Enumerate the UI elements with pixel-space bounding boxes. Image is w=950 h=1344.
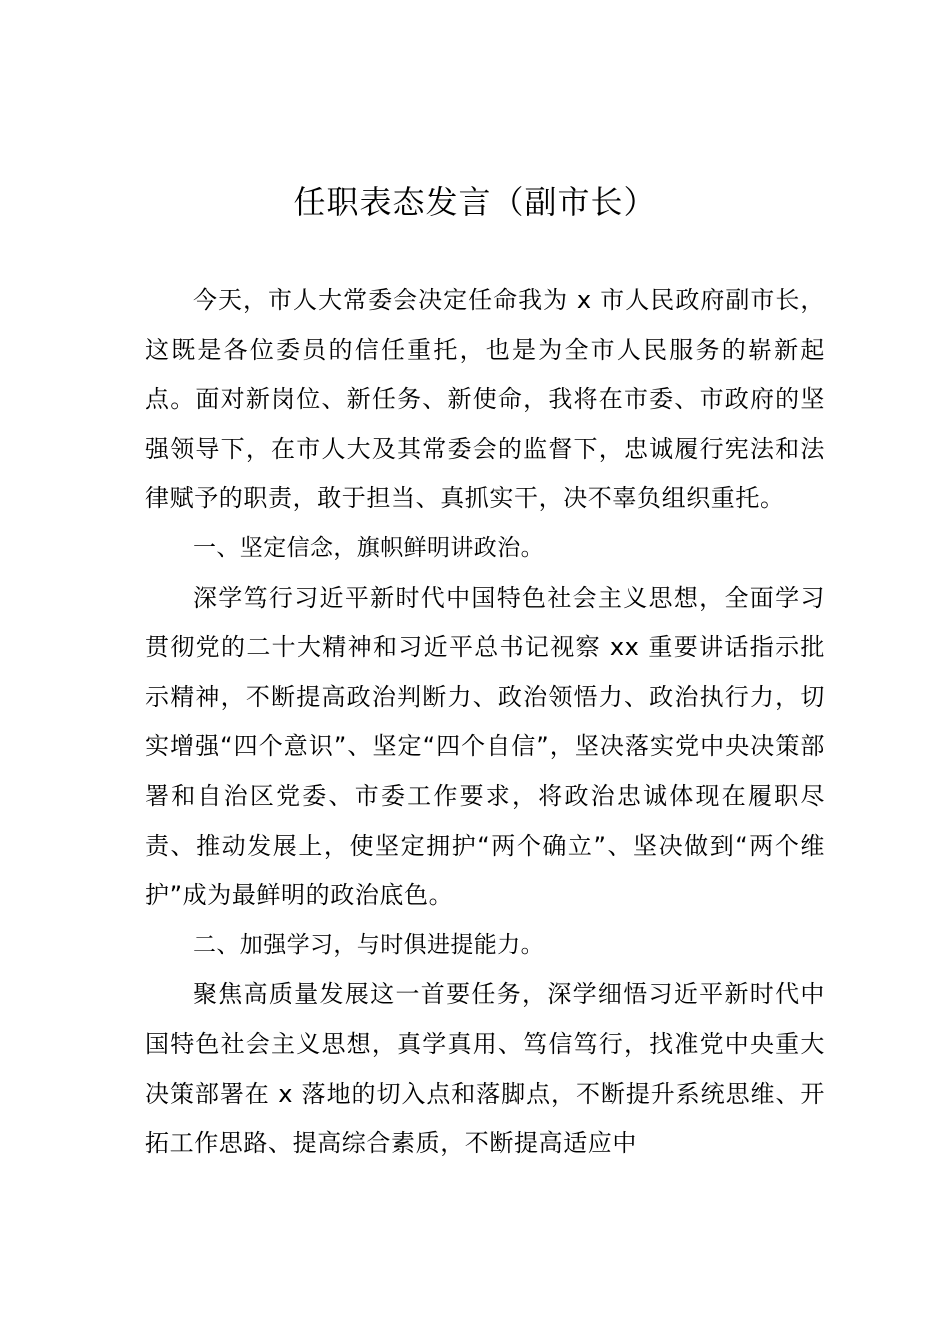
paragraph-section-2: 聚焦高质量发展这一首要任务，深学细悟习近平新时代中国特色社会主义思想，真学真用、笃信笃行，找准党中央重大决策部署在 x 落地的切入点和落脚点，不断提升系统思维、开拓工作思路、提高综合素质，不断提高适应中	[145, 980, 825, 1158]
document-title: 任职表态发言（副市长）	[293, 183, 657, 221]
section-heading-1: 一、坚定信念，旗帜鲜明讲政治。	[193, 534, 544, 561]
document-body	[145, 276, 825, 1169]
paragraph-intro: 今天，市人大常委会决定任命我为 x 市人民政府副市长，这既是各位委员的信任重托，也是为全市人民服务的崭新起点。面对新岗位、新任务、新使命，我将在市委、市政府的坚强领导下，在市人大及其常委会的监督下，忠诚履行宪法和法律赋予的职责，敢于担当、真抓实干，决不辜负组织重托。	[145, 286, 825, 513]
section-heading-2: 二、加强学习，与时俱进提能力。	[193, 931, 544, 958]
paragraph-section-1: 深学笃行习近平新时代中国特色社会主义思想，全面学习贯彻党的二十大精神和习近平总书记视察 xx 重要讲话指示批示精神，不断提高政治判断力、政治领悟力、政治执行力，切实增强“四个意识”、坚定“四个自信”，坚决落实党中央决策部署和自治区党委、市委工作要求，将政治忠诚体现在履职尽责、推动发展上，使坚定拥护“两个确立”、坚决做到“两个维护”成为最鲜明的政治底色。	[145, 583, 825, 910]
